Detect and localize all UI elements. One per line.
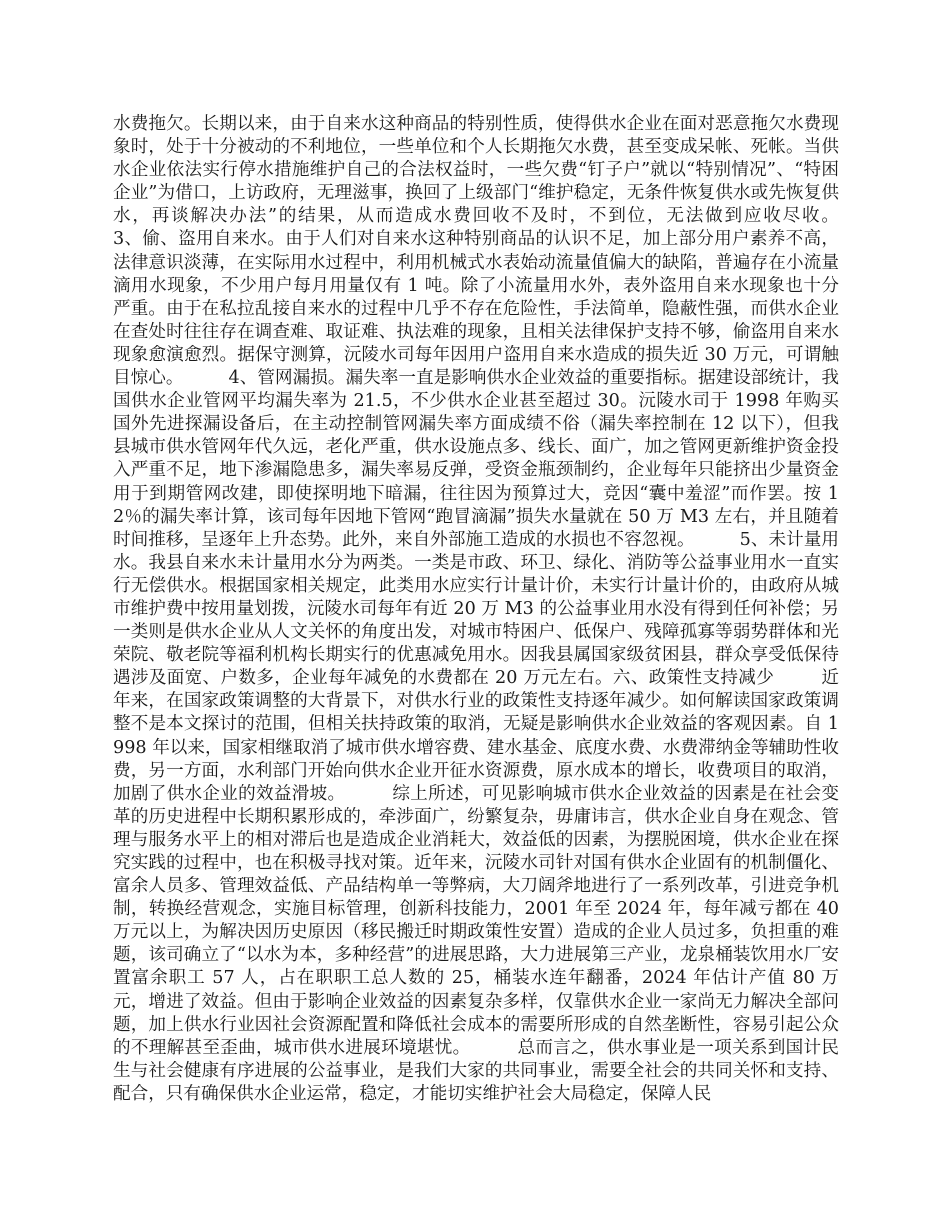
body-text: 水费拖欠。长期以来，由于自来水这种商品的特别性质，使得供水企业在面对恶意拖欠水费现象时，处于十分被动的不利地位，一些单位和个人长期拖欠水费，甚至变成呆帐、死帐。当供水企业依法实行停水措施维护自己的合法权益时，一些欠费“钉子户”就以“特别情况”、“特困企业”为借口，上访政府，无理滋事，换回了上级部门“维护稳定，无条件恢复供水或先恢复供水，再谈解决办法”的结果，从而造成水费回收不及时，不到位，无法做到应收尽收。 3、偷、盗用自来水。由于人们对自来水这种特别商品的认识不足，加上部分用户素养不高，法律意识淡薄，在实际用水过程中，利用机械式水表始动流量值偏大的缺陷，普遍存在小流量滴用水现象，不少用户每月用量仅有 1 吨。除了小流量用水外，表外盗用自来水现象也十分严重。由于在私拉乱接自来水的过程中几乎不存在危险性，手法简单，隐蔽性强，而供水企业在查处时往往存在调查难、取证难、执法难的现象，且相关法律保护支持不够，偷盗用自来水现象愈演愈烈。据保守测算，沅陵水司每年因用户盗用自来水造成的损失近 30 万元，可谓触目惊心。 4、管网漏损。漏失率一直是影响供水企业效益的重要指标。据建设部统计，我国供水企业管网平均漏失率为 21.5，不少供水企业甚至超过 30。沅陵水司于 1998 年购买国外先进探漏设备后，在主动控制管网漏失率方面成绩不俗（漏失率控制在 12 以下），但我县城市供水管网年代久远，老化严重，供水设施点多、线长、面广，加之管网更新维护资金投入严重不足，地下渗漏隐患多，漏失率易反弹，受资金瓶颈制约，企业每年只能挤出少量资金用于到期管网改建，即使探明地下暗漏，往往因为预算过大，竞因“囊中羞涩”而作罢。按 12％的漏失率计算，该司每年因地下管网“跑冒滴漏”损失水量就在 50 万 M3 左右，并且随着时间推移，呈逐年上升态势。此外，来自外部施工造成的水损也不容忽视。 5、未计量用水。我县自来水未计量用水分为两类。一类是市政、环卫、绿化、消防等公益事业用水一直实行无偿供水。根据国家相关规定，此类用水应实行计量计价，未实行计量计价的，由政府从城市维护费中按用量划拨，沅陵水司每年有近 20 万 M3 的公益事业用水没有得到任何补偿；另一类则是供水企业从人文关怀的角度出发，对城市特困户、低保户、残障孤寡等弱势群体和光荣院、敬老院等福利机构长期实行的优惠减免用水。因我县属国家级贫困县，群众享受低保待遇涉及面宽、户数多，企业每年减免的水费都在 20 万元左右。六、政策性支持减少 近年来，在国家政策调整的大背景下，对供水行业的政策性支持逐年减少。如何解读国家政策调整不是本文探讨的范围，但相关扶持政策的取消，无疑是影响供水企业效益的客观因素。自 1998 年以来，国家相继取消了城市供水增容费、建水基金、底度水费、水费滞纳金等辅助性收费，另一方面，水利部门开始向供水企业开征水资源费，原水成本的增长，收费项目的取消，加剧了供水企业的效益滑坡。 综上所述，可见影响城市供水企业效益的因素是在社会变革的历史进程中长期积累形成的，牵涉面广，纷繁复杂，毋庸讳言，供水企业自身在观念、管理与服务水平上的相对滞后也是造成企业消耗大，效益低的因素，为摆脱困境，供水企业在探究实践的过程中，也在积极寻找对策。近年来，沅陵水司针对国有供水企业固有的机制僵化、富余人员多、管理效益低、产品结构单一等弊病，大刀阔斧地进行了一系列改革，引进竞争机制，转换经营观念，实施目标管理，创新科技能力，2001 年至 2024 年，每年减亏都在 40 万元以上，为解决因历史原因（移民搬迁时期政策性安置）造成的企业人员过多，负担重的难题，该司确立了“以水为本，多种经营”的进展思路，大力进展第三产业，龙泉桶装饮用水厂安置富余职工 57 人，占在职职工总人数的 25，桶装水连年翻番，2024 年估计产值 80 万元，增进了效益。但由于影响企业效益的因素复杂多样，仅靠供水企业一家尚无力解决全部问题，加上供水行业因社会资源配置和降低社会成本的需要所形成的自然垄断性，容易引起公众的不理解甚至歪曲，城市供水进展环境堪忧。 总而言之，供水事业是一项关系到国计民生与社会健康有序进展的公益事业，是我们大家的共同事业，需要全社会的共同关怀和支持、配合，只有确保供水企业运常，稳定，才能切实维护社会大局稳定，保障人民: [113, 114, 884, 1104]
